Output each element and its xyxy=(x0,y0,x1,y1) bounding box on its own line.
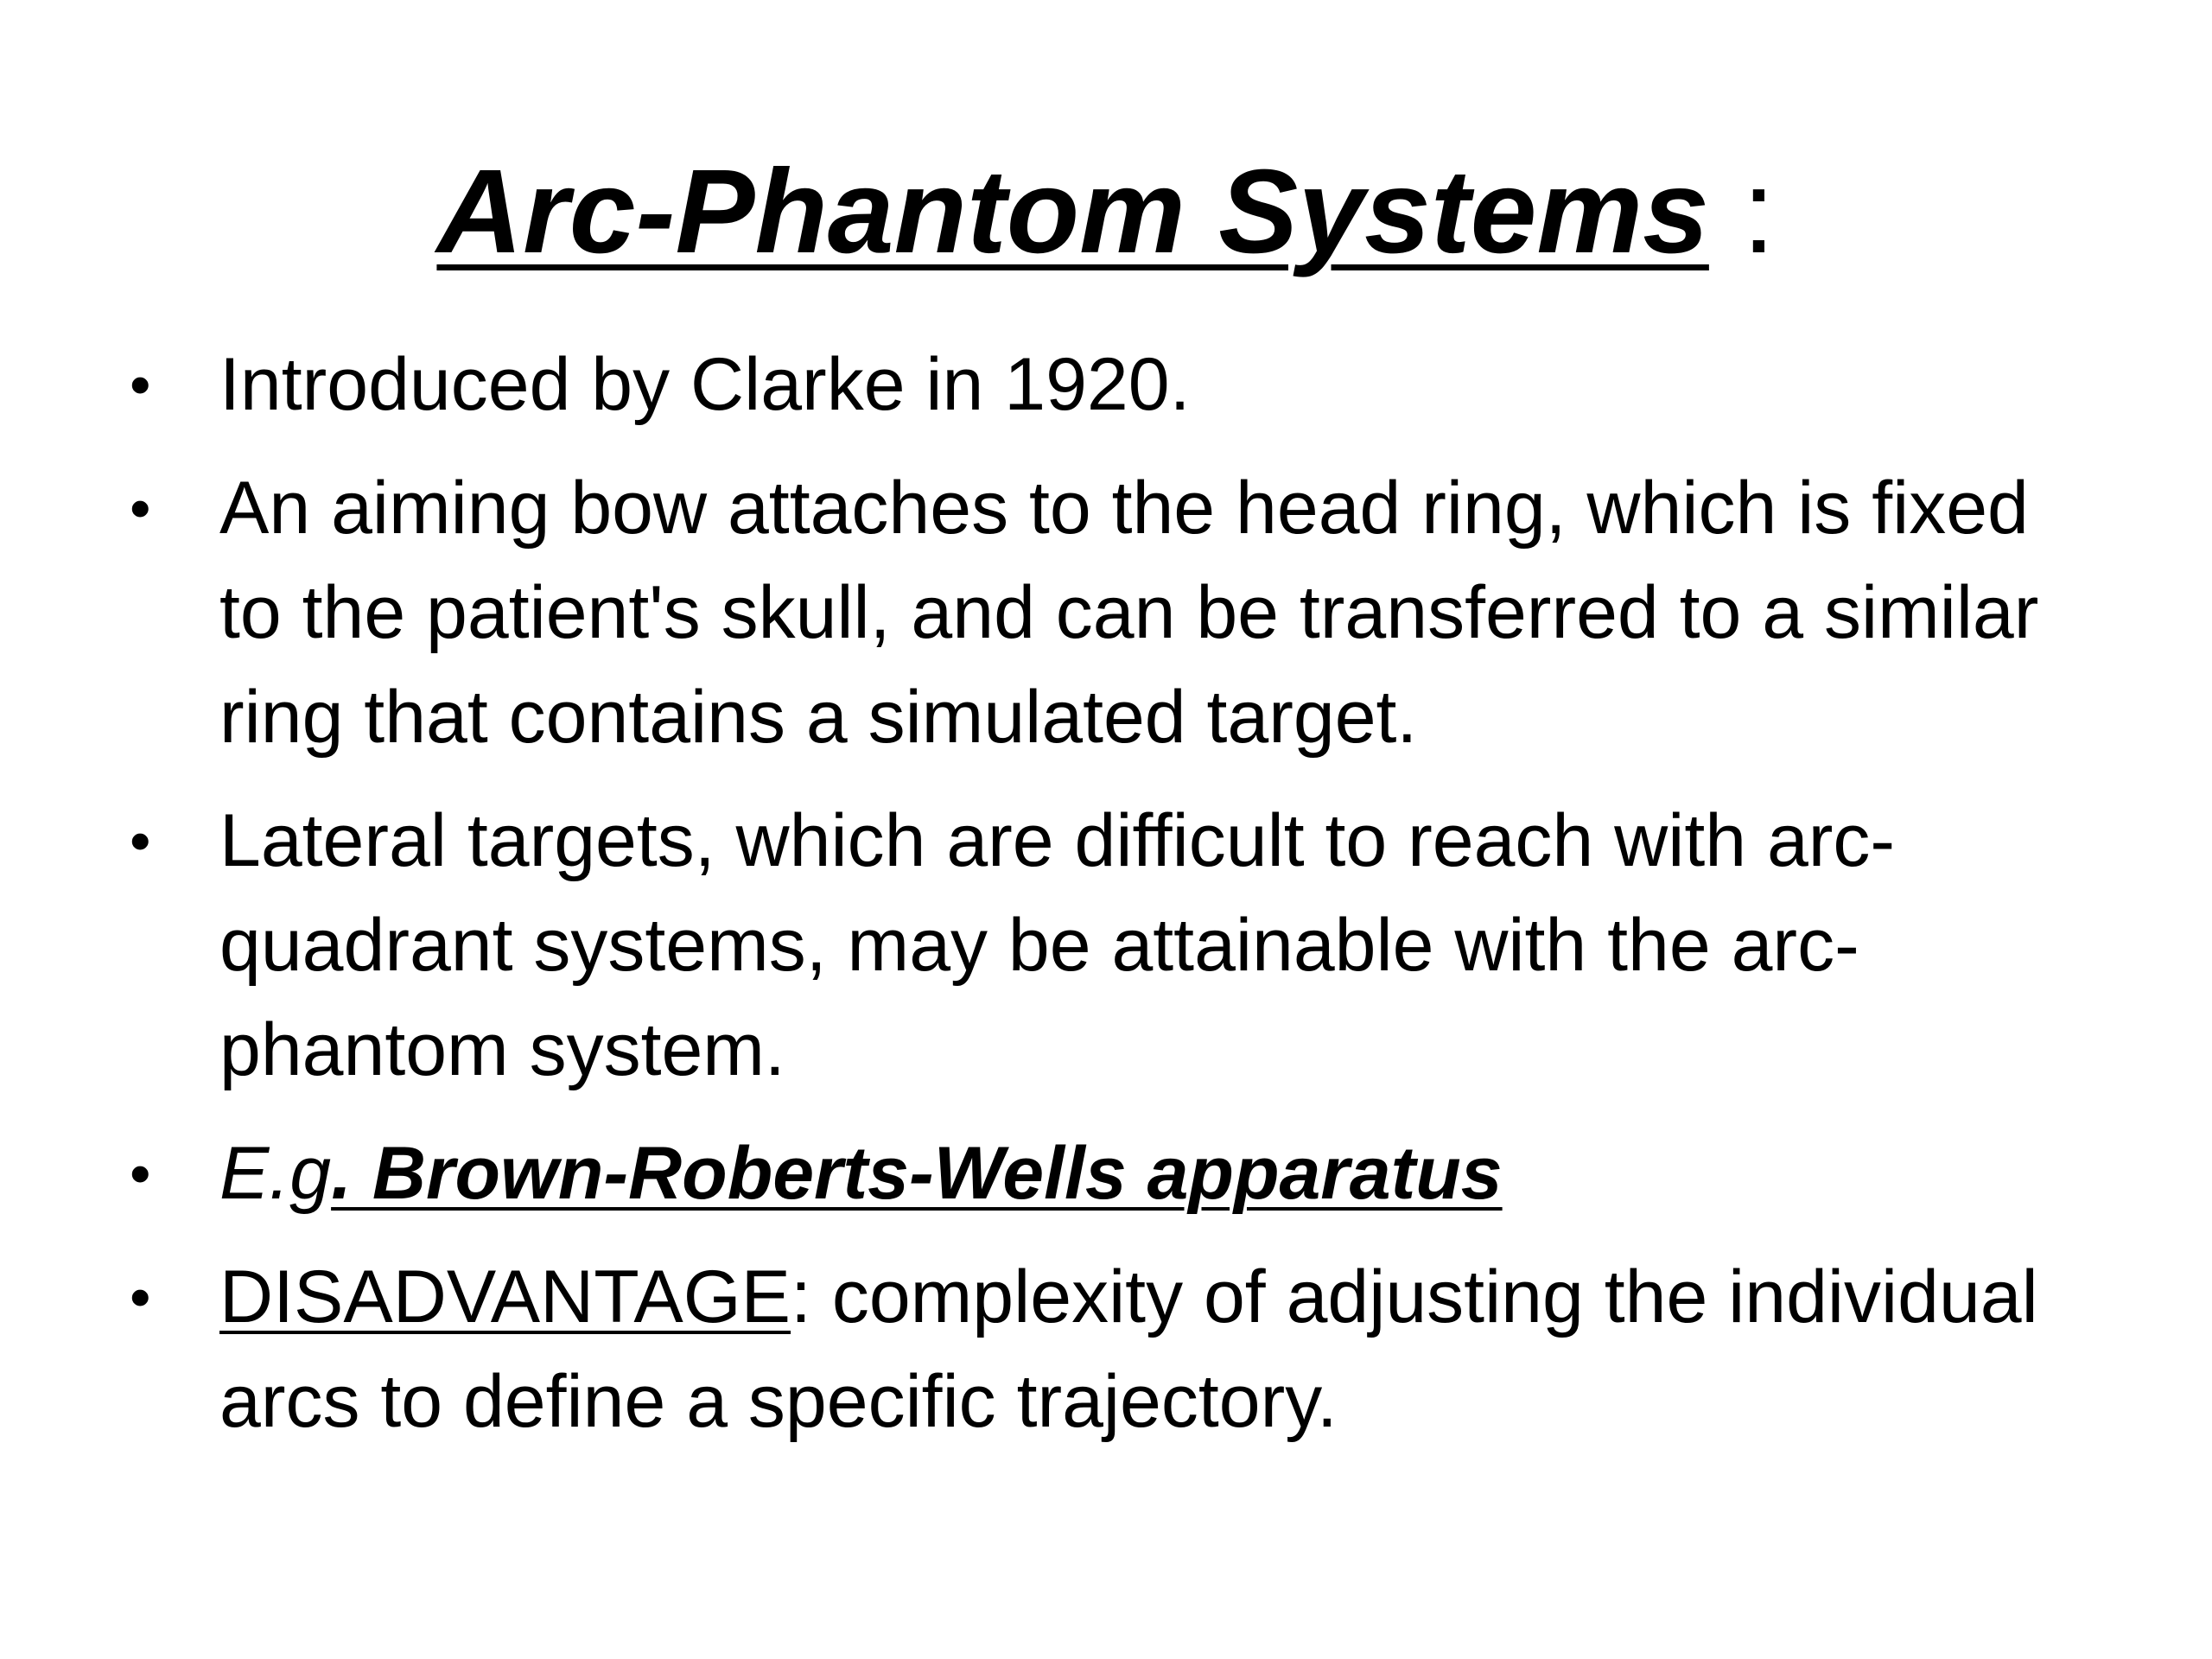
bullet-text: Lateral targets, which are difficult to reach with arc-quadrant systems, may be attainable with the arc-phantom system. xyxy=(219,799,1896,1091)
bullet-item xyxy=(130,333,2082,437)
bullet-item xyxy=(130,789,2082,1103)
bullet-item xyxy=(130,1245,2082,1454)
bullet-list xyxy=(130,333,2082,1473)
example-prefix: E.g xyxy=(219,1132,332,1215)
slide-title-colon: : xyxy=(1708,145,1776,278)
bullet-text: Introduced by Clarke in 1920. xyxy=(219,343,1191,426)
slide-title xyxy=(0,138,2212,285)
example-apparatus: . Brown-Roberts-Wells apparatus xyxy=(331,1132,1503,1215)
bullet-text: An aiming bow attaches to the head ring, which is fixed to the patient's skull, and can be transferred to a similar ring that contains a simulated target. xyxy=(219,467,2039,759)
slide-title-text: Arc-Phantom Systems xyxy=(436,145,1709,278)
disadvantage-label: DISADVANTAGE xyxy=(219,1255,791,1338)
bullet-item xyxy=(130,456,2082,770)
bullet-dot-icon: • xyxy=(130,474,151,542)
bullet-item xyxy=(130,1122,2082,1226)
bullet-dot-icon: • xyxy=(130,807,151,874)
bullet-dot-icon: • xyxy=(130,1140,151,1207)
bullet-text: : complexity of adjusting the individual arcs to define a specific trajectory. xyxy=(219,1255,2038,1443)
bullet-dot-icon: • xyxy=(130,351,151,418)
bullet-dot-icon: • xyxy=(130,1263,151,1331)
